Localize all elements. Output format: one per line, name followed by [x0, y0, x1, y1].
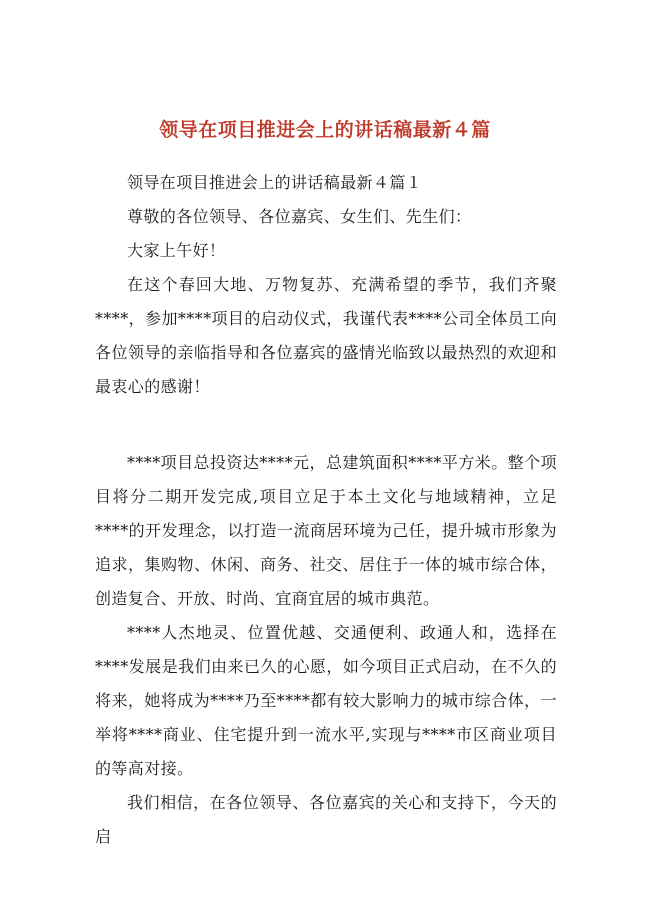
- document-title: 领导在项目推进会上的讲话稿最新４篇: [159, 119, 491, 141]
- paragraph-welcome: 在这个春回大地、万物复苏、充满希望的季节，我们齐聚****，参加****项目的启动仪式，我谨代表****公司全体员工向各位领导的亲临指导和各位嘉宾的盛情光临致以最热烈的欢迎和最衷心的感谢！: [95, 275, 557, 396]
- paragraph-location: ****人杰地灵、位置优越、交通便利、政通人和，选择在****发展是我们由来已久的心愿，如今项目正式启动，在不久的将来，她将成为****乃至****都有较大影响力的城市综合体，一举将****商业、住宅提升到一流水平,实现与****市区商业项目的等高对接。: [95, 623, 557, 778]
- paragraph-closing: 我们相信，在各位领导、各位嘉宾的关心和支持下，今天的启: [95, 793, 557, 846]
- paragraph-greeting: 大家上午好！: [127, 241, 226, 260]
- paragraph-subtitle: 领导在项目推进会上的讲话稿最新４篇１: [127, 173, 423, 192]
- paragraph-gap: [95, 404, 557, 446]
- document-body: [95, 166, 557, 854]
- paragraph-project-overview: ****项目总投资达****元，总建筑面积****平方米。整个项目将分二期开发完成,项目立足于本土文化与地域精神，立足****的开发理念，以打造一流商居环境为己任，提升城市形象为追求，集购物、休闲、商务、社交、居住于一体的城市综合体，创造复合、开放、时尚、宜商宜居的城市典范。: [95, 453, 557, 608]
- paragraph-salutation: 尊敬的各位领导、各位嘉宾、女生们、先生们：: [127, 207, 472, 226]
